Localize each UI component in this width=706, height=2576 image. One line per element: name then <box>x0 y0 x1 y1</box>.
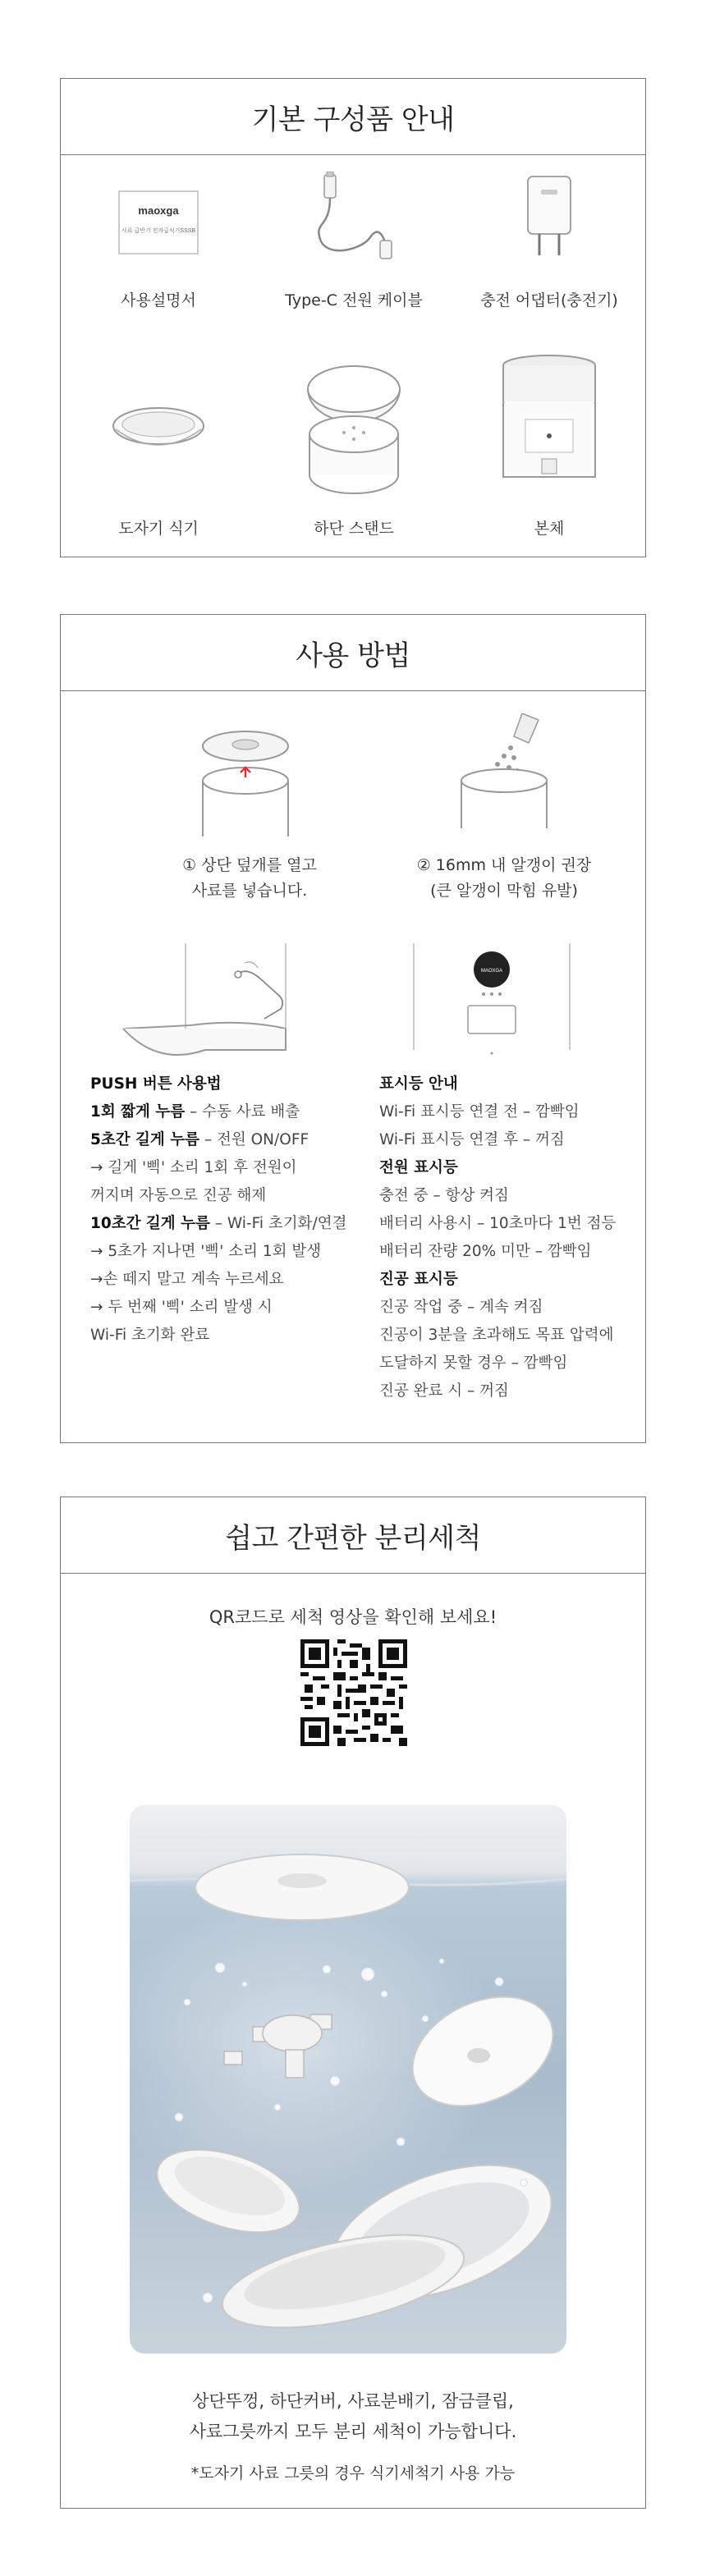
stand-icon <box>296 352 411 500</box>
item-label: 충전 어댑터(충전기) <box>480 291 618 309</box>
components-section <box>60 78 646 557</box>
usage-header <box>61 615 645 691</box>
qr-code-icon[interactable] <box>300 1639 407 1746</box>
desc-line1: 상단뚜껑, 하단커버, 사료분배기, 잠금클립, <box>192 2391 514 2411</box>
pour-food-illustration <box>447 713 562 828</box>
push-heading: PUSH 버튼 사용법 <box>90 1075 222 1093</box>
indicator-l2: Wi-Fi 표시등 연결 후 – 꺼짐 <box>379 1131 565 1148</box>
indicator-l8: 도달하지 못할 경우 – 깜빡임 <box>379 1354 568 1372</box>
bowl-icon <box>109 403 208 461</box>
push-l5-rest: – Wi-Fi 초기화/연결 <box>209 1215 347 1232</box>
item-stand <box>256 352 452 557</box>
desc-line2: 사료그릇까지 모두 분리 세척이 가능합니다. <box>189 2422 517 2441</box>
qr-caption: QR코드로 세척 영상을 확인해 보세요! <box>209 1607 497 1627</box>
cable-icon <box>305 172 403 262</box>
item-label: 하단 스탠드 <box>314 520 394 538</box>
cleaning-photo <box>130 1805 566 2354</box>
vacuum-heading: 진공 표시등 <box>379 1271 458 1288</box>
indicator-l9: 진공 완료 시 – 꺼짐 <box>379 1382 509 1400</box>
feeder-body-icon <box>496 354 603 493</box>
step1-caption <box>126 853 373 904</box>
manual-brand: maoxga <box>138 204 179 217</box>
usage-section <box>60 614 646 1443</box>
push-l6: → 5초가 지나면 '삑' 소리 1회 발생 <box>90 1243 322 1260</box>
push-l7: →손 떼지 말고 계속 누르세요 <box>90 1271 284 1288</box>
item-label: Type-C 전원 케이블 <box>285 291 423 309</box>
push-button-illustration <box>117 943 305 1066</box>
item-label: 본체 <box>534 520 565 538</box>
indicator-l4: 배터리 사용시 – 10초마다 1번 점등 <box>379 1215 617 1232</box>
push-l2-rest: – 전원 ON/OFF <box>199 1131 309 1148</box>
step1-line1: ① 상단 덮개를 열고 <box>182 856 317 874</box>
item-manual <box>61 155 256 352</box>
push-l8: → 두 번째 '삑' 소리 발생 시 <box>90 1299 273 1316</box>
components-title: 기본 구성품 안내 <box>251 103 455 136</box>
cleaning-title: 쉽고 간편한 분리세척 <box>225 1521 481 1555</box>
push-l1-rest: – 수동 사료 배출 <box>185 1103 300 1121</box>
indicator-l7: 진공이 3분을 초과해도 목표 압력에 <box>379 1327 614 1344</box>
indicator-l6: 진공 작업 중 – 계속 켜짐 <box>379 1299 543 1316</box>
step2-caption <box>381 853 627 904</box>
step2-line1: ② 16mm 내 알갱이 권장 <box>416 856 592 874</box>
push-l2-bold: 5초간 길게 누름 <box>90 1131 199 1148</box>
components-header <box>61 79 645 155</box>
push-instructions <box>90 1070 346 1350</box>
indicator-heading: 표시등 안내 <box>379 1075 458 1093</box>
indicator-l5: 배터리 잔량 20% 미만 – 깜빡임 <box>379 1243 592 1260</box>
parts-underwater-image <box>130 1805 566 2354</box>
manual-subtext: 사료 급반기 전자급식기SSSB <box>121 228 196 234</box>
device-label: MAOXGA <box>480 969 503 974</box>
dishwasher-note: *도자기 사료 그릇의 경우 식기세척기 사용 가능 <box>190 2464 516 2482</box>
item-adapter <box>452 155 647 352</box>
cleaning-description <box>61 2386 645 2447</box>
step1-line2: 사료를 넣습니다. <box>191 882 308 900</box>
indicator-l3: 충전 중 – 항상 켜짐 <box>379 1187 509 1204</box>
push-l3: → 길게 '삑' 소리 1회 후 전원이 <box>90 1159 297 1176</box>
push-l5-bold: 10초간 길게 누름 <box>90 1215 210 1232</box>
manual-icon <box>117 190 199 255</box>
item-body <box>452 352 647 557</box>
open-lid-illustration <box>188 722 303 837</box>
item-cable <box>256 155 452 352</box>
adapter-icon <box>516 173 582 264</box>
push-l9: Wi-Fi 초기화 완료 <box>90 1327 210 1344</box>
item-bowl <box>61 352 256 557</box>
push-l4: 꺼지며 자동으로 진공 해제 <box>90 1187 267 1204</box>
item-label: 도자기 식기 <box>118 520 199 538</box>
power-heading: 전원 표시등 <box>379 1159 458 1176</box>
item-label: 사용설명서 <box>121 291 196 309</box>
cleaning-section <box>60 1497 646 2509</box>
usage-title: 사용 방법 <box>296 639 410 672</box>
step2-line2: (큰 알갱이 막힘 유발) <box>430 882 578 900</box>
indicator-illustration <box>397 943 586 1066</box>
indicator-instructions <box>379 1070 616 1405</box>
indicator-l1: Wi-Fi 표시등 연결 전 – 깜빡임 <box>379 1103 580 1121</box>
cleaning-header <box>61 1497 645 1574</box>
push-l1-bold: 1회 짧게 누름 <box>90 1103 186 1121</box>
